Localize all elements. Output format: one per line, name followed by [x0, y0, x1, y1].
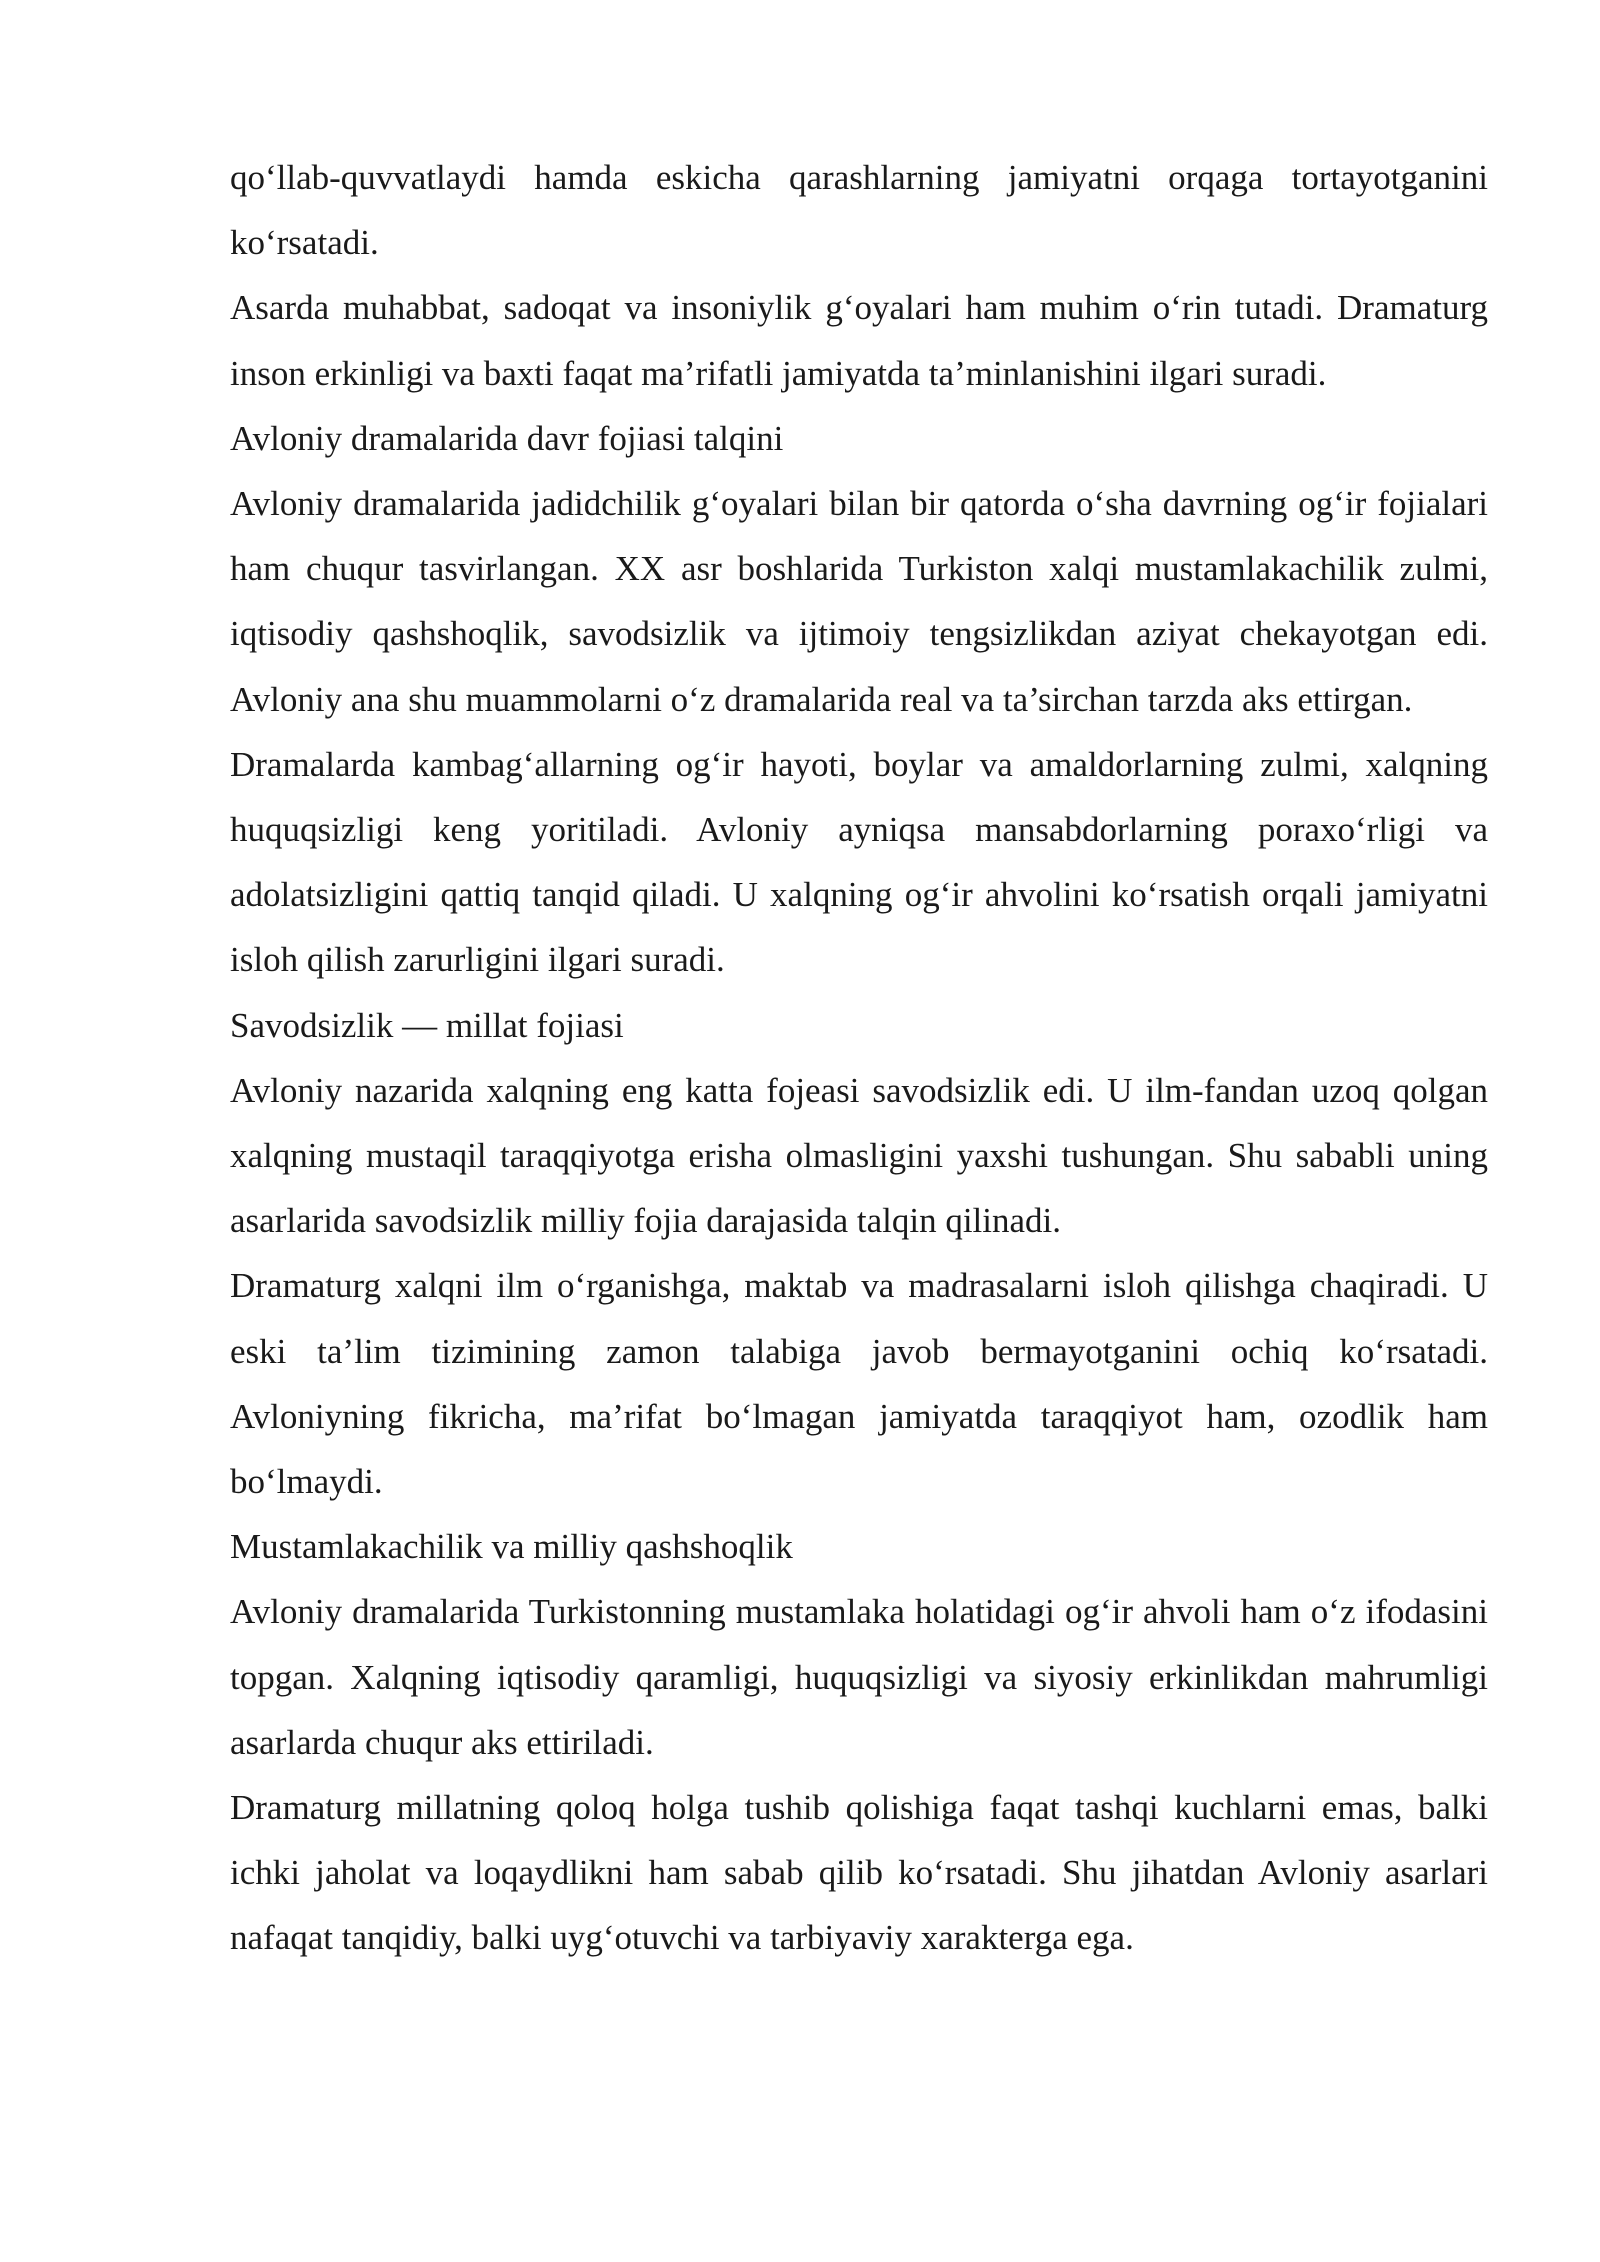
paragraph-internal-causes: Dramaturg millatning qoloq holga tushib qolishiga faqat tashqi kuchlarni emas, balki ichki jaholat va loqaydlikni ham sabab qilib ko‘rsatadi. Shu jihatdan Avloniy asarlari nafaqat tanqidiy, balki uyg‘otuvchi va tarbiyaviy xarakterga ega. — [230, 1788, 1488, 1958]
section-heading-colonialism: Mustamlakachilik va milliy qashshoqlik — [230, 1527, 793, 1567]
paragraph-education-call: Dramaturg xalqni ilm o‘rganishga, maktab va madrasalarni isloh qilishga chaqiradi. U eski ta’lim tizimining zamon talabiga javob bermayotganini ochiq ko‘rsatadi. Avloniyning fikricha, ma’rifat bo‘lmagan jamiyatda taraqqiyot ham, ozodlik ham bo‘lmaydi. — [230, 1266, 1488, 1502]
paragraph-jadidism-tragedy: Avloniy dramalarida jadidchilik g‘oyalari bilan bir qatorda o‘sha davrning og‘ir fojialari ham chuqur tasvirlangan. XX asr boshlarida Turkiston xalqi mustamlakachilik zulmi, iqtisodiy qashshoqlik, savodsizlik va ijtimoiy tengsizlikdan aziyat chekayotgan edi. Avloniy ana shu muammolarni o‘z dramalarida real va ta’sirchan tarzda aks ettirgan. — [230, 484, 1488, 719]
document-page — [230, 145, 1488, 1971]
paragraph-colonial-condition: Avloniy dramalarida Turkistonning mustamlaka holatidagi og‘ir ahvoli ham o‘z ifodasini topgan. Xalqning iqtisodiy qaramligi, huquqsizligi va siyosiy erkinlikdan mahrumligi asarlarda chuqur aks ettiriladi. — [230, 1592, 1488, 1762]
section-heading-illiteracy: Savodsizlik — millat fojiasi — [230, 1005, 624, 1045]
paragraph-illiteracy: Avloniy nazarida xalqning eng katta fojeasi savodsizlik edi. U ilm-fandan uzoq qolgan xalqning mustaqil taraqqiyotga erisha olmasligini yaxshi tushungan. Shu sababli uning asarlarida savodsizlik milliy fojia darajasida talqin qilinadi. — [230, 1070, 1488, 1241]
paragraph-love-loyalty: Asarda muhabbat, sadoqat va insoniylik g‘oyalari ham muhim o‘rin tutadi. Dramaturg inson erkinligi va baxti faqat ma’rifatli jamiyatda ta’minlanishini ilgari suradi. — [230, 288, 1488, 393]
paragraph-continuation: qo‘llab-quvvatlaydi hamda eskicha qarashlarning jamiyatni orqaga tortayotganini ko‘rsatadi. — [230, 158, 1488, 263]
section-heading-tragedy: Avloniy dramalarida davr fojiasi talqini — [230, 418, 784, 458]
paragraph-poor-life: Dramalarda kambag‘allarning og‘ir hayoti, boylar va amaldorlarning zulmi, xalqning huquqsizligi keng yoritiladi. Avloniy ayniqsa mansabdorlarning poraxo‘rligi va adolatsizligini qattiq tanqid qiladi. U xalqning og‘ir ahvolini ko‘rsatish orqali jamiyatni isloh qilish zarurligini ilgari suradi. — [230, 744, 1488, 980]
